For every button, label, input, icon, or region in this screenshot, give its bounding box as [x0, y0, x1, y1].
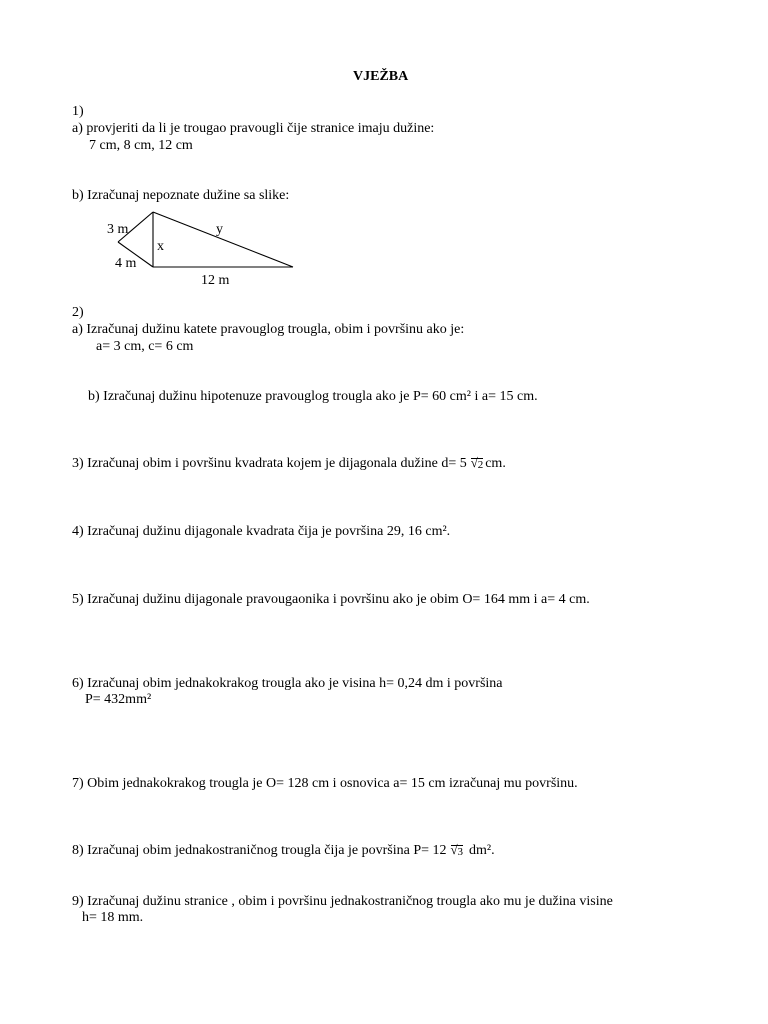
- q3-root-value: 2: [471, 458, 484, 471]
- q8-text-after: dm².: [469, 843, 495, 858]
- q5-text: 5) Izračunaj dužinu dijagonale pravougaonika i površinu ako je obim O= 164 mm i a= 4 cm.: [72, 592, 590, 607]
- q6-line1: 6) Izračunaj obim jednakokrakog trougla ako je visina h= 0,24 dm i površina: [72, 676, 503, 691]
- q8-root-value: 3: [451, 845, 464, 858]
- q8-text: [72, 843, 495, 859]
- figure-label-x: x: [157, 239, 164, 254]
- q1-number: 1): [72, 104, 84, 119]
- q2b-text: b) Izračunaj dužinu hipotenuze pravouglog trougla ako je P= 60 cm² i a= 15 cm.: [88, 389, 538, 404]
- figure-label-y: y: [216, 222, 223, 237]
- q1a-values: 7 cm, 8 cm, 12 cm: [89, 138, 193, 153]
- q2a-text: a) Izračunaj dužinu katete pravouglog trougla, obim i površinu ako je:: [72, 322, 465, 337]
- sqrt-symbol: √ 2: [470, 455, 484, 471]
- q3-text-after: cm.: [485, 456, 506, 471]
- q3-text: [72, 456, 506, 472]
- page-title: VJEŽBA: [353, 69, 409, 84]
- figure-edge-y: [153, 212, 293, 267]
- q2a-values: a= 3 cm, c= 6 cm: [96, 339, 194, 354]
- q4-text: 4) Izračunaj dužinu dijagonale kvadrata čija je površina 29, 16 cm².: [72, 524, 451, 539]
- q1a-text: a) provjeriti da li je trougao pravougli čije stranice imaju dužine:: [72, 121, 435, 136]
- q9-line1: 9) Izračunaj dužinu stranice , obim i površinu jednakostraničnog trougla ako mu je dužina visine: [72, 894, 613, 909]
- sqrt-symbol: √ 3: [450, 842, 464, 858]
- q9-line2: h= 18 mm.: [82, 910, 144, 925]
- q6-line2: P= 432mm²: [85, 692, 152, 707]
- q2-number: 2): [72, 305, 84, 320]
- q1b-triangle-figure: [0, 0, 768, 300]
- figure-label-3m: 3 m: [107, 222, 129, 237]
- figure-label-12m: 12 m: [201, 273, 230, 288]
- figure-label-4m: 4 m: [115, 256, 137, 271]
- q7-text: 7) Obim jednakokrakog trougla je O= 128 cm i osnovica a= 15 cm izračunaj mu površinu.: [72, 776, 578, 791]
- q8-text-before: 8) Izračunaj obim jednakostraničnog trougla čija je površina P= 12: [72, 843, 447, 858]
- q1b-text: b) Izračunaj nepoznate dužine sa slike:: [72, 188, 290, 203]
- q3-text-before: 3) Izračunaj obim i površinu kvadrata kojem je dijagonala dužine d= 5: [72, 456, 467, 471]
